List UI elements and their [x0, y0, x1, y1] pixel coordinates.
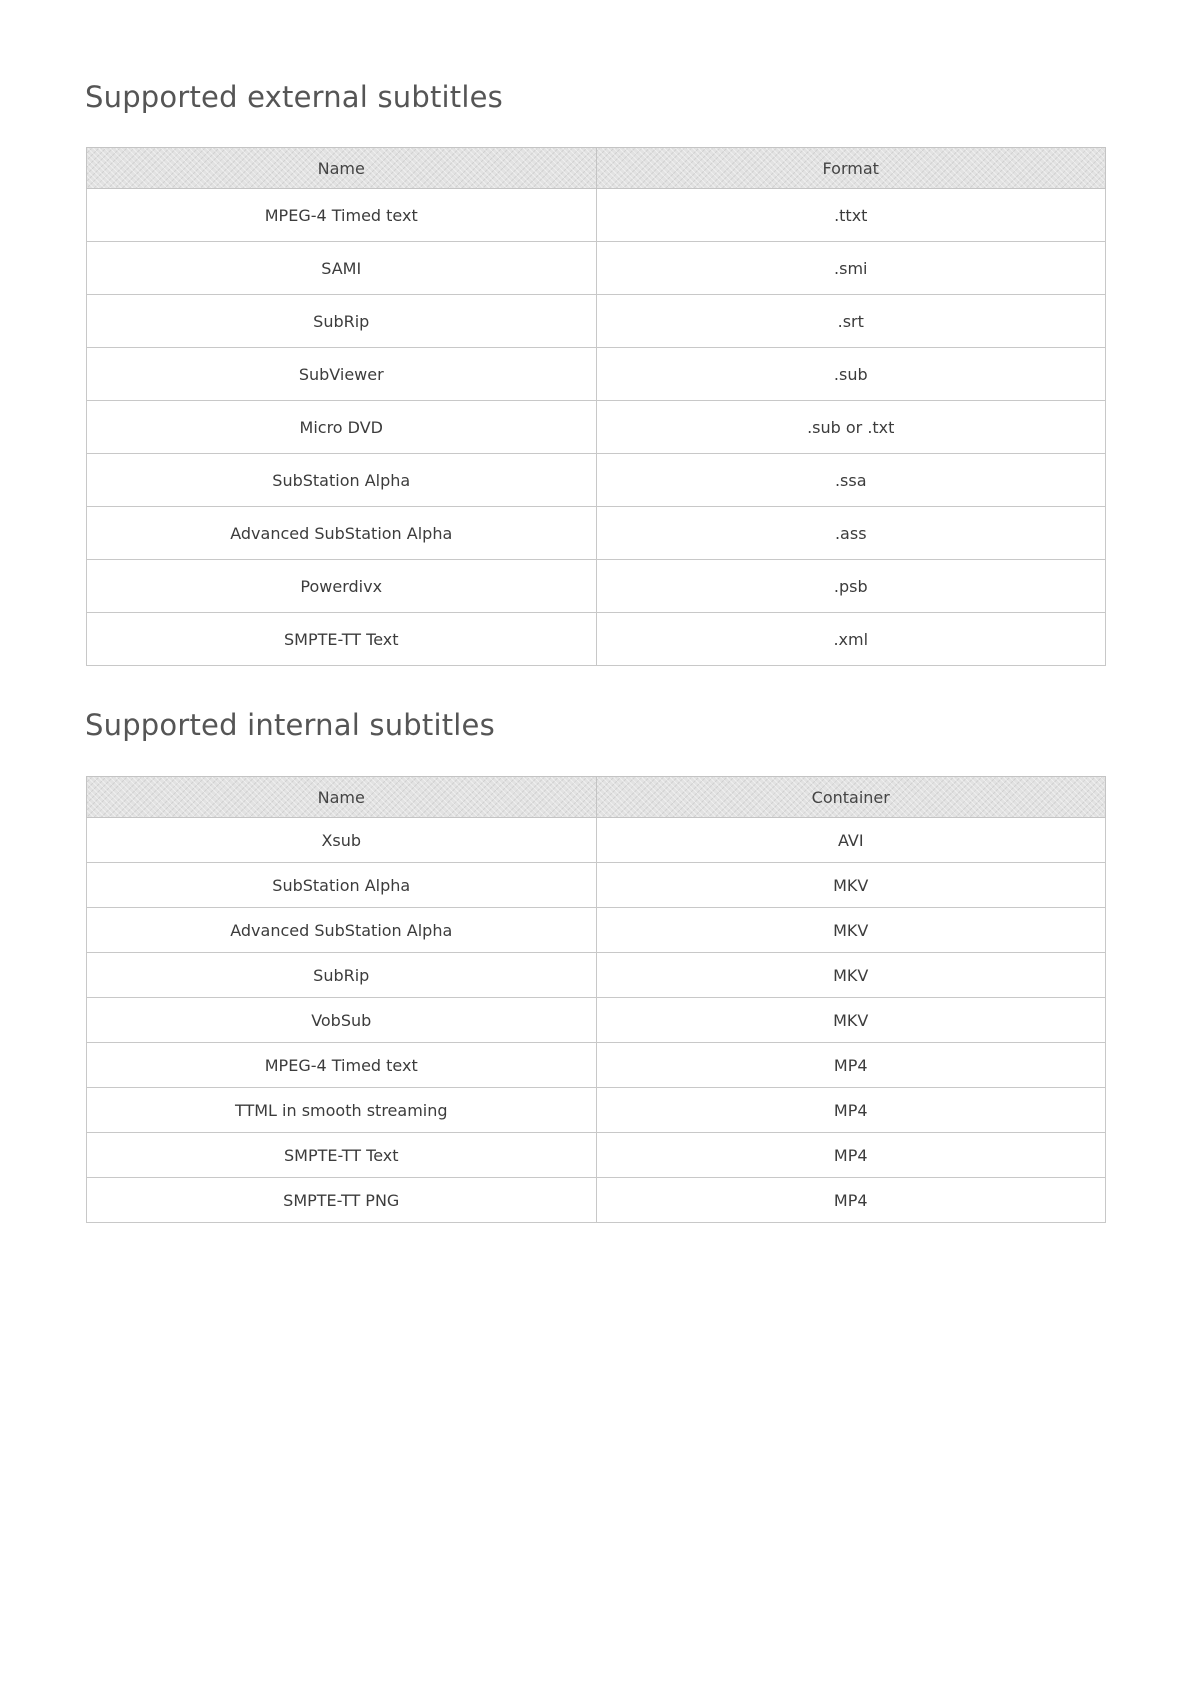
table-row — [87, 560, 1106, 613]
subtitle-name-cell: SAMI — [87, 242, 597, 295]
subtitle-container-cell: MP4 — [596, 1178, 1106, 1223]
subtitle-name-cell: SMPTE-TT PNG — [87, 1178, 597, 1223]
subtitle-name-cell: SMPTE-TT Text — [87, 1133, 597, 1178]
subtitle-container-cell: AVI — [596, 818, 1106, 863]
subtitle-container-cell: MP4 — [596, 1043, 1106, 1088]
table-row — [87, 507, 1106, 560]
column-header-container: Container — [596, 777, 1106, 818]
table-row — [87, 953, 1106, 998]
subtitle-container-cell: MKV — [596, 953, 1106, 998]
subtitle-format-cell: .smi — [596, 242, 1106, 295]
table-row — [87, 613, 1106, 666]
subtitle-format-cell: .sub or .txt — [596, 401, 1106, 454]
internal-subtitles-title: Supported internal subtitles — [85, 708, 495, 742]
table-row — [87, 908, 1106, 953]
table-row — [87, 242, 1106, 295]
subtitle-name-cell: SubViewer — [87, 348, 597, 401]
external-subtitles-title: Supported external subtitles — [85, 80, 503, 114]
table-row — [87, 1043, 1106, 1088]
subtitle-name-cell: Micro DVD — [87, 401, 597, 454]
subtitle-format-cell: .xml — [596, 613, 1106, 666]
table-header-row — [87, 777, 1106, 818]
column-header-format: Format — [596, 148, 1106, 189]
subtitle-name-cell: MPEG-4 Timed text — [87, 189, 597, 242]
subtitle-name-cell: VobSub — [87, 998, 597, 1043]
column-header-name: Name — [87, 148, 597, 189]
subtitle-container-cell: MKV — [596, 863, 1106, 908]
subtitle-name-cell: SMPTE-TT Text — [87, 613, 597, 666]
subtitle-container-cell: MP4 — [596, 1088, 1106, 1133]
subtitle-container-cell: MKV — [596, 908, 1106, 953]
table-row — [87, 1133, 1106, 1178]
internal-subtitles-table — [86, 776, 1106, 1223]
subtitle-container-cell: MKV — [596, 998, 1106, 1043]
subtitle-format-cell: .ssa — [596, 454, 1106, 507]
table-row — [87, 348, 1106, 401]
table-row — [87, 818, 1106, 863]
subtitle-format-cell: .srt — [596, 295, 1106, 348]
subtitle-name-cell: Advanced SubStation Alpha — [87, 908, 597, 953]
subtitle-name-cell: SubRip — [87, 953, 597, 998]
subtitle-format-cell: .psb — [596, 560, 1106, 613]
subtitle-format-cell: .sub — [596, 348, 1106, 401]
subtitle-name-cell: SubRip — [87, 295, 597, 348]
subtitle-name-cell: SubStation Alpha — [87, 863, 597, 908]
table-row — [87, 189, 1106, 242]
subtitle-name-cell: SubStation Alpha — [87, 454, 597, 507]
table-header-row — [87, 148, 1106, 189]
table-row — [87, 1088, 1106, 1133]
subtitle-format-cell: .ass — [596, 507, 1106, 560]
subtitle-name-cell: Advanced SubStation Alpha — [87, 507, 597, 560]
subtitle-name-cell: MPEG-4 Timed text — [87, 1043, 597, 1088]
subtitle-name-cell: Xsub — [87, 818, 597, 863]
subtitle-container-cell: MP4 — [596, 1133, 1106, 1178]
table-row — [87, 295, 1106, 348]
table-row — [87, 863, 1106, 908]
external-subtitles-table — [86, 147, 1106, 666]
subtitle-name-cell: Powerdivx — [87, 560, 597, 613]
table-row — [87, 401, 1106, 454]
subtitle-format-cell: .ttxt — [596, 189, 1106, 242]
subtitle-name-cell: TTML in smooth streaming — [87, 1088, 597, 1133]
column-header-name: Name — [87, 777, 597, 818]
table-row — [87, 454, 1106, 507]
table-row — [87, 1178, 1106, 1223]
table-row — [87, 998, 1106, 1043]
